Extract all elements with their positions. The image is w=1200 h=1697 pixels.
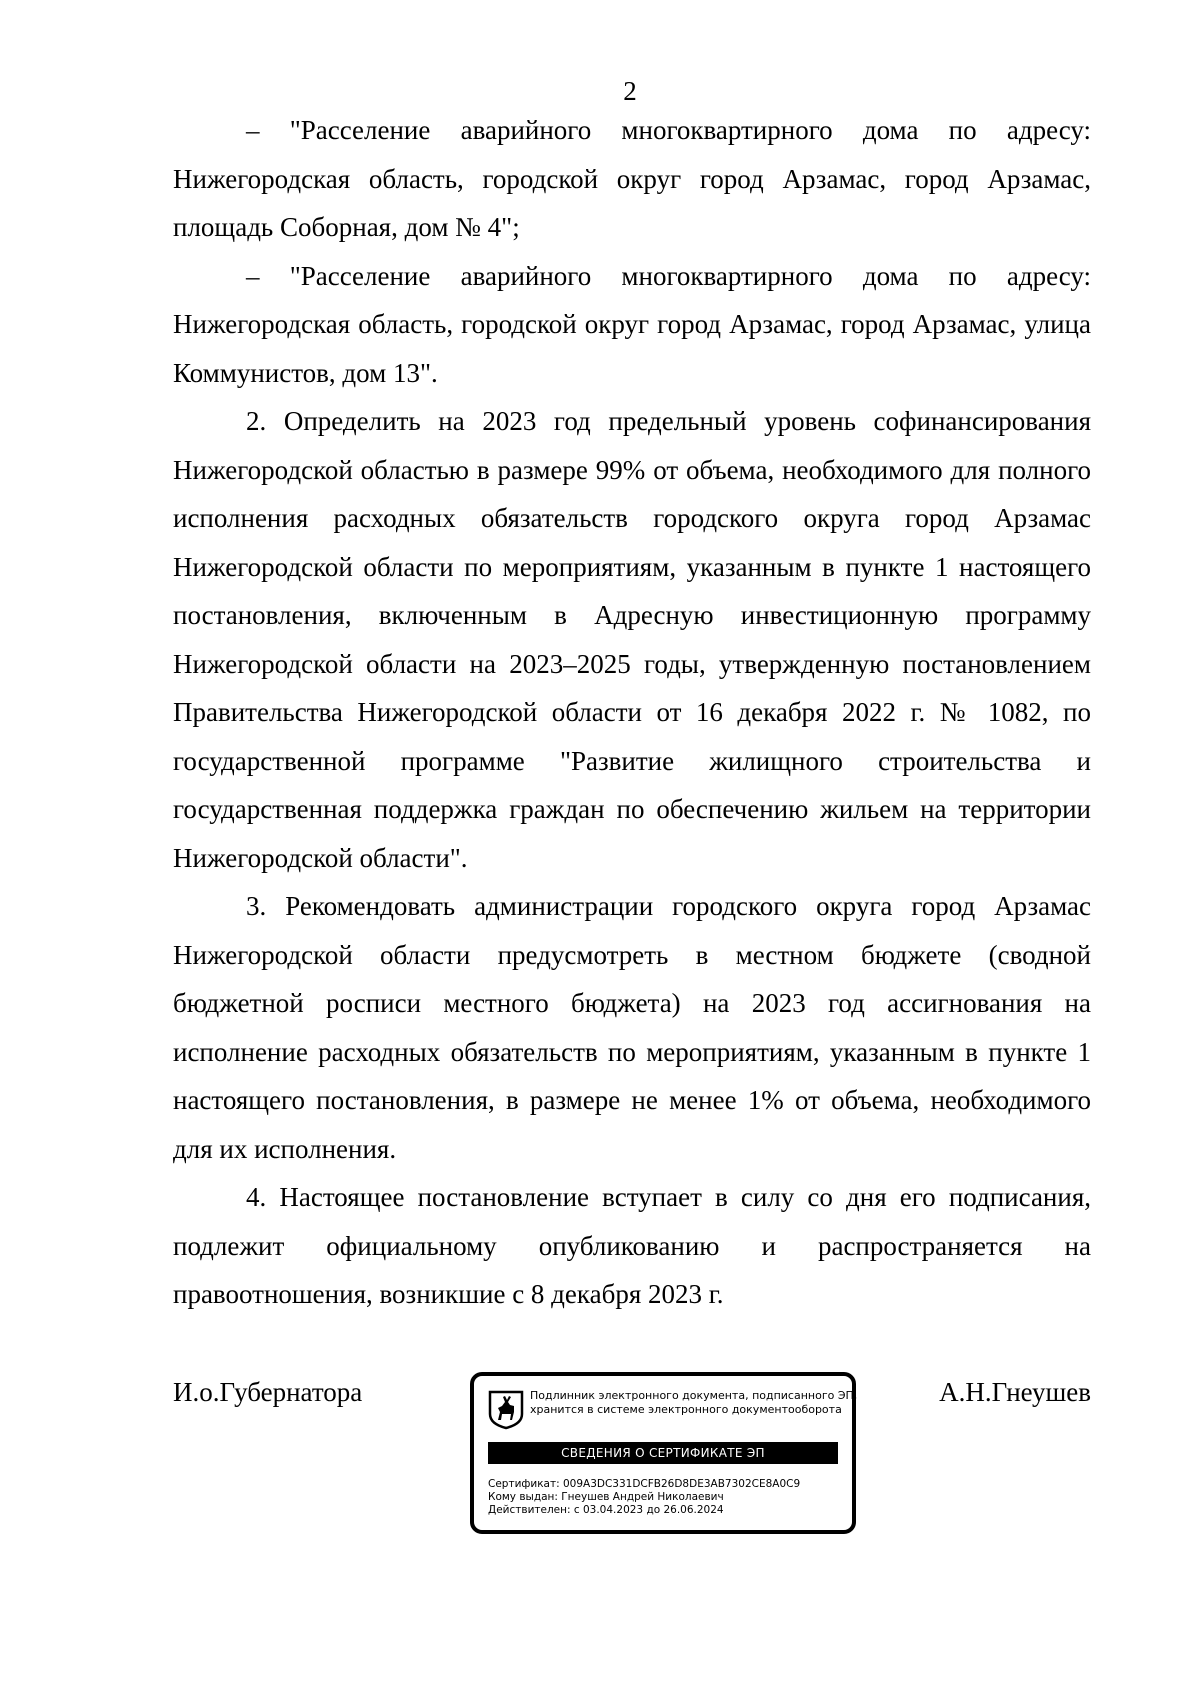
certificate-owner: Кому выдан: Гнеушев Андрей Николаевич: [488, 1491, 724, 1503]
stamp-certificate-heading: СВЕДЕНИЯ О СЕРТИФИКАТЕ ЭП: [488, 1442, 838, 1464]
paragraph-clause-2: 2. Определить на 2023 год предельный уровень софинансирования Нижегородской областью в размере 99% от объема, необходимого для полного исполнения расходных обязательств городского округа город Арзамас Нижегородской области по мероприятиям, указанным в пункте 1 настоящего постановления, включенным в Адресную инвестиционную программу Нижегородской области на 2023–2025 годы, утвержденную постановлением Правительства Нижегородской области от 16 декабря 2022 г. № 1082, по государственной программе "Развитие жилищного строительства и государственная поддержка граждан по обеспечению жильем на территории Нижегородской области".: [173, 406, 1091, 873]
paragraph-item-1: – "Расселение аварийного многоквартирного дома по адресу: Нижегородская область, городской округ город Арзамас, город Арзамас, площадь Соборная, дом № 4";: [173, 115, 1091, 242]
electronic-signature-stamp: [470, 1372, 856, 1534]
certificate-validity: Действителен: с 03.04.2023 до 26.06.2024: [488, 1504, 724, 1516]
stamp-header-line: хранится в системе электронного документооборота: [530, 1403, 842, 1416]
paragraph-clause-4: 4. Настоящее постановление вступает в силу со дня его подписания, подлежит официальному опубликованию и распространяется на правоотношения, возникшие с 8 декабря 2023 г.: [173, 1182, 1091, 1309]
stamp-header: [530, 1389, 858, 1417]
deer-coat-of-arms-icon: [488, 1390, 524, 1430]
stamp-header-line: Подлинник электронного документа, подписанного ЭП,: [530, 1389, 858, 1402]
paragraph-item-2: – "Расселение аварийного многоквартирного дома по адресу: Нижегородская область, городской округ город Арзамас, город Арзамас, улица Коммунистов, дом 13".: [173, 260, 1091, 388]
page-number: 2: [623, 76, 637, 106]
signatory-title: И.о.Губернатора: [173, 1377, 363, 1407]
signatory-name: А.Н.Гнеушев: [939, 1377, 1091, 1407]
certificate-serial: Сертификат: 009A3DC331DCFB26D8DE3AB7302CE8A0C9: [488, 1478, 801, 1490]
stamp-certificate-details: [488, 1478, 848, 1517]
document-body: [173, 106, 1091, 1319]
paragraph-clause-3: 3. Рекомендовать администрации городского округа город Арзамас Нижегородской области предусмотреть в местном бюджете (сводной бюджетной росписи местного бюджета) на 2023 год ассигнования на исполнение расходных обязательств по мероприятиям, указанным в пункте 1 настоящего постановления, в размере не менее 1% от объема, необходимого для их исполнения.: [173, 891, 1091, 1164]
